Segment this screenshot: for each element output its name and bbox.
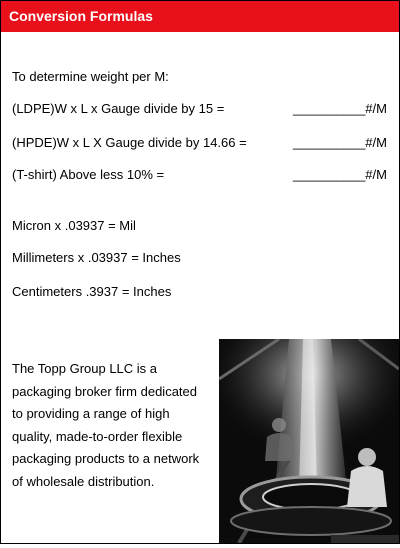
formula-hpde-blank: __________#/M xyxy=(293,135,387,150)
factory-photo xyxy=(219,339,399,543)
intro-text: To determine weight per M: xyxy=(12,69,169,84)
conversion-micron: Micron x .03937 = Mil xyxy=(12,218,136,233)
about-line: packaging products to a network xyxy=(12,451,200,466)
conversion-centimeters: Centimeters .3937 = Inches xyxy=(12,284,172,299)
formula-ldpe-blank: __________#/M xyxy=(293,101,387,116)
formula-hpde: (HPDE)W x L X Gauge divide by 14.66 = xyxy=(12,135,247,150)
formula-tshirt: (T-shirt) Above less 10% = xyxy=(12,167,165,182)
conversion-millimeters: Millimeters x .03937 = Inches xyxy=(12,250,181,265)
about-line: The Topp Group LLC is a xyxy=(12,361,158,376)
about-line: of wholesale distribution. xyxy=(12,473,155,489)
factory-photo-image xyxy=(219,339,399,543)
about-line: packaging broker firm dedicated xyxy=(12,383,197,399)
about-text xyxy=(12,358,212,493)
about-line: to providing a range of high xyxy=(12,406,170,421)
formula-tshirt-blank: __________#/M xyxy=(293,167,387,182)
formula-ldpe: (LDPE)W x L x Gauge divide by 15 = xyxy=(12,101,225,116)
header-bar xyxy=(1,1,399,32)
about-line: quality, made-to-order flexible xyxy=(12,428,183,444)
header-title: Conversion Formulas xyxy=(9,8,153,24)
